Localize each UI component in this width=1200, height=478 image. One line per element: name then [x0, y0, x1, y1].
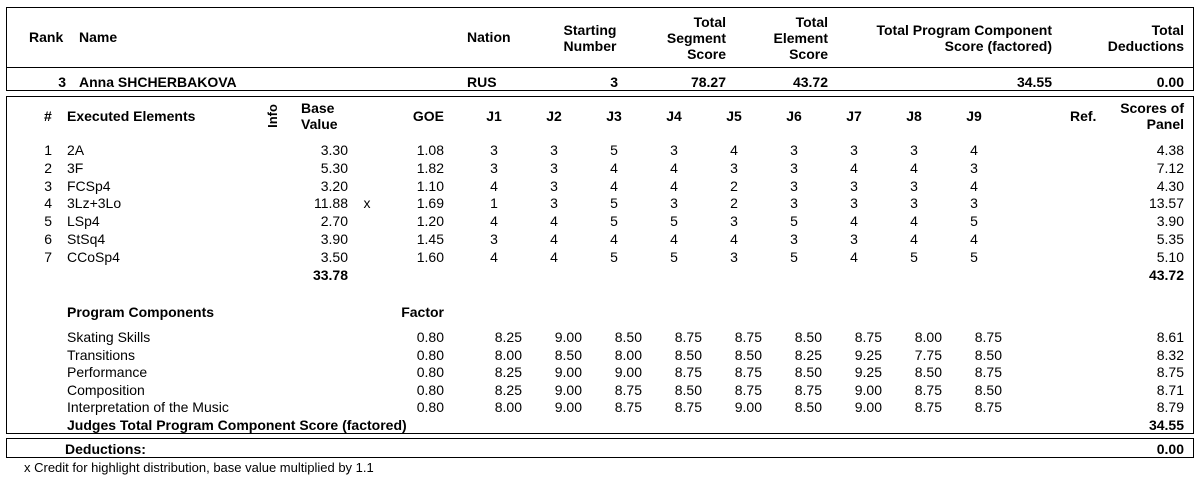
element-base-value: 5.30: [320, 160, 348, 176]
element-goe: 1.60: [416, 249, 444, 265]
col-judge-header-7: J7: [846, 108, 862, 124]
element-name: StSq4: [67, 231, 106, 247]
element-judge-score-j8: 3: [910, 142, 918, 158]
component-panel-score: 8.32: [1156, 347, 1184, 363]
element-number: 6: [44, 231, 52, 247]
element-goe: 1.82: [416, 160, 444, 176]
element-number: 1: [44, 142, 52, 158]
element-judge-score-j7: 4: [850, 160, 858, 176]
component-judge-score-j5: 9.00: [734, 399, 762, 415]
component-judge-score-j1: 8.25: [494, 329, 522, 345]
element-judge-score-j2: 3: [550, 160, 558, 176]
element-name: LSp4: [67, 213, 100, 229]
element-number: 4: [44, 195, 52, 211]
element-judge-score-j6: 3: [790, 142, 798, 158]
element-judge-score-j3: 5: [610, 195, 618, 211]
component-judge-score-j6: 8.50: [794, 329, 822, 345]
element-number: 3: [44, 178, 52, 194]
element-judge-score-j6: 5: [790, 249, 798, 265]
element-panel-score: 3.90: [1156, 213, 1184, 229]
element-judge-score-j4: 3: [670, 142, 678, 158]
judges-total-pcs-label: Judges Total Program Component Score (factored): [67, 417, 407, 433]
element-base-value: 3.20: [320, 178, 348, 194]
starting-number-label: Starting Number: [563, 22, 617, 54]
element-judge-score-j5: 2: [730, 178, 738, 194]
col-num-header: #: [44, 108, 52, 124]
element-judge-score-j3: 5: [610, 249, 618, 265]
element-judge-score-j2: 3: [550, 142, 558, 158]
element-judge-score-j7: 4: [850, 213, 858, 229]
element-number: 5: [44, 213, 52, 229]
component-judge-score-j1: 8.25: [494, 382, 522, 398]
component-judge-score-j5: 8.50: [734, 347, 762, 363]
component-judge-score-j8: 8.75: [914, 399, 942, 415]
component-judge-score-j6: 8.75: [794, 382, 822, 398]
component-judge-score-j9: 8.75: [974, 364, 1002, 380]
element-judge-score-j1: 3: [490, 231, 498, 247]
col-scores-of-panel-header: Scores of Panel: [1120, 100, 1184, 132]
element-judge-score-j9: 3: [970, 195, 978, 211]
element-judge-score-j8: 4: [910, 160, 918, 176]
element-judge-score-j1: 3: [490, 160, 498, 176]
col-judge-header-9: J9: [966, 108, 982, 124]
component-panel-score: 8.61: [1156, 329, 1184, 345]
skater-nation: RUS: [467, 74, 497, 90]
element-panel-score: 5.10: [1156, 249, 1184, 265]
component-judge-score-j2: 9.00: [554, 382, 582, 398]
rank-label: Rank: [29, 29, 64, 45]
element-judge-score-j7: 3: [850, 142, 858, 158]
component-judge-score-j8: 8.50: [914, 364, 942, 380]
skater-name: Anna SHCHERBAKOVA: [79, 74, 237, 90]
program-components-title: Program Components: [67, 304, 215, 320]
component-judge-score-j3: 8.75: [614, 399, 642, 415]
component-judge-score-j9: 8.50: [974, 382, 1002, 398]
component-judge-score-j1: 8.25: [494, 364, 522, 380]
component-panel-score: 8.79: [1156, 399, 1184, 415]
element-number: 2: [44, 160, 52, 176]
skater-total-element-score: 43.72: [792, 74, 828, 90]
element-judge-score-j4: 4: [670, 178, 678, 194]
element-judge-score-j8: 3: [910, 178, 918, 194]
component-factor: 0.80: [416, 399, 444, 415]
component-judge-score-j4: 8.75: [674, 329, 702, 345]
element-name: 2A: [67, 142, 85, 158]
skater-total-segment-score: 78.27: [690, 74, 726, 90]
element-goe: 1.69: [416, 195, 444, 211]
total-element-score-label: Total Element Score: [773, 14, 828, 62]
component-judge-score-j8: 8.00: [914, 329, 942, 345]
element-judge-score-j2: 3: [550, 195, 558, 211]
element-panel-score: 7.12: [1156, 160, 1184, 176]
element-judge-score-j3: 5: [610, 142, 618, 158]
element-judge-score-j4: 4: [670, 160, 678, 176]
component-judge-score-j4: 8.50: [674, 382, 702, 398]
element-goe: 1.08: [416, 142, 444, 158]
element-judge-score-j2: 4: [550, 249, 558, 265]
col-judge-header-3: J3: [606, 108, 622, 124]
element-judge-score-j7: 3: [850, 195, 858, 211]
element-judge-score-j2: 4: [550, 231, 558, 247]
component-judge-score-j7: 9.25: [854, 347, 882, 363]
nation-label: Nation: [467, 29, 511, 45]
skater-total-deductions: 0.00: [1156, 74, 1184, 90]
skater-total-pcs: 34.55: [1016, 74, 1052, 90]
col-base-value-header: Base Value: [301, 100, 338, 132]
component-judge-score-j7: 9.00: [854, 399, 882, 415]
total-segment-score-label: Total Segment Score: [666, 14, 726, 62]
component-judge-score-j1: 8.00: [494, 347, 522, 363]
component-judge-score-j6: 8.50: [794, 399, 822, 415]
col-judge-header-6: J6: [786, 108, 802, 124]
element-panel-score: 4.30: [1156, 178, 1184, 194]
element-panel-score: 4.38: [1156, 142, 1184, 158]
component-judge-score-j4: 8.75: [674, 364, 702, 380]
element-judge-score-j9: 5: [970, 213, 978, 229]
element-base-value: 3.30: [320, 142, 348, 158]
element-judge-score-j4: 3: [670, 195, 678, 211]
element-judge-score-j1: 1: [490, 195, 498, 211]
deductions-box: [6, 438, 1194, 458]
component-name: Transitions: [67, 347, 135, 363]
element-judge-score-j9: 4: [970, 178, 978, 194]
component-judge-score-j4: 8.50: [674, 347, 702, 363]
element-number: 7: [44, 249, 52, 265]
component-judge-score-j8: 8.75: [914, 382, 942, 398]
col-info-header: Info: [265, 104, 280, 128]
component-judge-score-j7: 9.25: [854, 364, 882, 380]
component-judge-score-j8: 7.75: [914, 347, 942, 363]
component-judge-score-j3: 8.75: [614, 382, 642, 398]
component-judge-score-j6: 8.25: [794, 347, 822, 363]
element-judge-score-j1: 4: [490, 213, 498, 229]
element-judge-score-j3: 4: [610, 231, 618, 247]
element-judge-score-j6: 3: [790, 160, 798, 176]
element-name: FCSp4: [67, 178, 111, 194]
component-judge-score-j2: 9.00: [554, 329, 582, 345]
element-judge-score-j1: 4: [490, 178, 498, 194]
component-judge-score-j1: 8.00: [494, 399, 522, 415]
element-judge-score-j4: 5: [670, 249, 678, 265]
element-judge-score-j9: 5: [970, 249, 978, 265]
element-judge-score-j5: 3: [730, 249, 738, 265]
component-judge-score-j3: 9.00: [614, 364, 642, 380]
element-judge-score-j6: 3: [790, 231, 798, 247]
element-judge-score-j4: 4: [670, 231, 678, 247]
element-goe: 1.10: [416, 178, 444, 194]
component-factor: 0.80: [416, 364, 444, 380]
component-panel-score: 8.71: [1156, 382, 1184, 398]
element-judge-score-j1: 3: [490, 142, 498, 158]
element-judge-score-j5: 3: [730, 160, 738, 176]
element-judge-score-j9: 4: [970, 142, 978, 158]
element-judge-score-j5: 4: [730, 231, 738, 247]
judges-total-pcs-value: 34.55: [1148, 417, 1184, 433]
element-judge-score-j5: 4: [730, 142, 738, 158]
element-judge-score-j3: 4: [610, 178, 618, 194]
component-judge-score-j9: 8.75: [974, 399, 1002, 415]
component-judge-score-j2: 9.00: [554, 364, 582, 380]
base-value-total: 33.78: [312, 267, 348, 283]
element-judge-score-j3: 4: [610, 160, 618, 176]
skater-starting-number: 3: [610, 74, 618, 90]
col-judge-header-4: J4: [666, 108, 682, 124]
element-judge-score-j8: 4: [910, 231, 918, 247]
element-judge-score-j8: 5: [910, 249, 918, 265]
element-judge-score-j6: 3: [790, 178, 798, 194]
component-judge-score-j5: 8.75: [734, 382, 762, 398]
element-panel-score: 5.35: [1156, 231, 1184, 247]
element-judge-score-j7: 4: [850, 249, 858, 265]
component-name: Composition: [67, 382, 145, 398]
component-factor: 0.80: [416, 382, 444, 398]
deductions-label: Deductions:: [65, 441, 146, 457]
element-base-value: 11.88: [314, 195, 348, 211]
component-judge-score-j2: 8.50: [554, 347, 582, 363]
factor-header: Factor: [401, 304, 444, 320]
element-judge-score-j9: 4: [970, 231, 978, 247]
element-judge-score-j5: 2: [730, 195, 738, 211]
elements-panel-total: 43.72: [1148, 267, 1184, 283]
component-judge-score-j3: 8.50: [614, 329, 642, 345]
component-judge-score-j4: 8.75: [674, 399, 702, 415]
component-judge-score-j6: 8.50: [794, 364, 822, 380]
element-judge-score-j3: 5: [610, 213, 618, 229]
name-label: Name: [79, 29, 118, 45]
component-judge-score-j7: 9.00: [854, 382, 882, 398]
col-judge-header-2: J2: [546, 108, 562, 124]
element-goe: 1.45: [416, 231, 444, 247]
col-ref-header: Ref.: [1070, 108, 1097, 124]
element-base-value: 3.50: [320, 249, 348, 265]
component-judge-score-j5: 8.75: [734, 364, 762, 380]
summary-divider: [6, 67, 1194, 68]
skater-rank: 3: [58, 74, 66, 90]
footnote: x Credit for highlight distribution, base value multiplied by 1.1: [24, 460, 374, 475]
element-judge-score-j2: 3: [550, 178, 558, 194]
element-info: x: [363, 195, 371, 211]
component-judge-score-j3: 8.00: [614, 347, 642, 363]
element-judge-score-j2: 4: [550, 213, 558, 229]
element-judge-score-j7: 3: [850, 178, 858, 194]
element-goe: 1.20: [416, 213, 444, 229]
element-judge-score-j5: 3: [730, 213, 738, 229]
col-executed-elements-header: Executed Elements: [67, 108, 196, 124]
total-pcs-label: Total Program Component Score (factored): [876, 22, 1052, 54]
element-judge-score-j6: 5: [790, 213, 798, 229]
component-judge-score-j9: 8.50: [974, 347, 1002, 363]
total-deductions-label: Total Deductions: [1107, 22, 1184, 54]
component-judge-score-j9: 8.75: [974, 329, 1002, 345]
element-base-value: 2.70: [320, 213, 348, 229]
element-judge-score-j7: 3: [850, 231, 858, 247]
deductions-value: 0.00: [1156, 441, 1184, 457]
component-factor: 0.80: [416, 329, 444, 345]
component-judge-score-j5: 8.75: [734, 329, 762, 345]
element-name: 3Lz+3Lo: [67, 195, 122, 211]
component-name: Skating Skills: [67, 329, 151, 345]
element-base-value: 3.90: [320, 231, 348, 247]
component-name: Interpretation of the Music: [67, 399, 229, 415]
col-judge-header-8: J8: [906, 108, 922, 124]
element-name: CCoSp4: [67, 249, 120, 265]
component-judge-score-j7: 8.75: [854, 329, 882, 345]
component-panel-score: 8.75: [1156, 364, 1184, 380]
col-judge-header-1: J1: [486, 108, 502, 124]
element-judge-score-j9: 3: [970, 160, 978, 176]
element-judge-score-j8: 3: [910, 195, 918, 211]
element-judge-score-j6: 3: [790, 195, 798, 211]
element-judge-score-j8: 4: [910, 213, 918, 229]
element-judge-score-j4: 5: [670, 213, 678, 229]
component-name: Performance: [67, 364, 148, 380]
col-goe-header: GOE: [412, 108, 444, 124]
component-judge-score-j2: 9.00: [554, 399, 582, 415]
col-judge-header-5: J5: [726, 108, 742, 124]
element-judge-score-j1: 4: [490, 249, 498, 265]
element-name: 3F: [67, 160, 84, 176]
element-panel-score: 13.57: [1148, 195, 1184, 211]
component-factor: 0.80: [416, 347, 444, 363]
